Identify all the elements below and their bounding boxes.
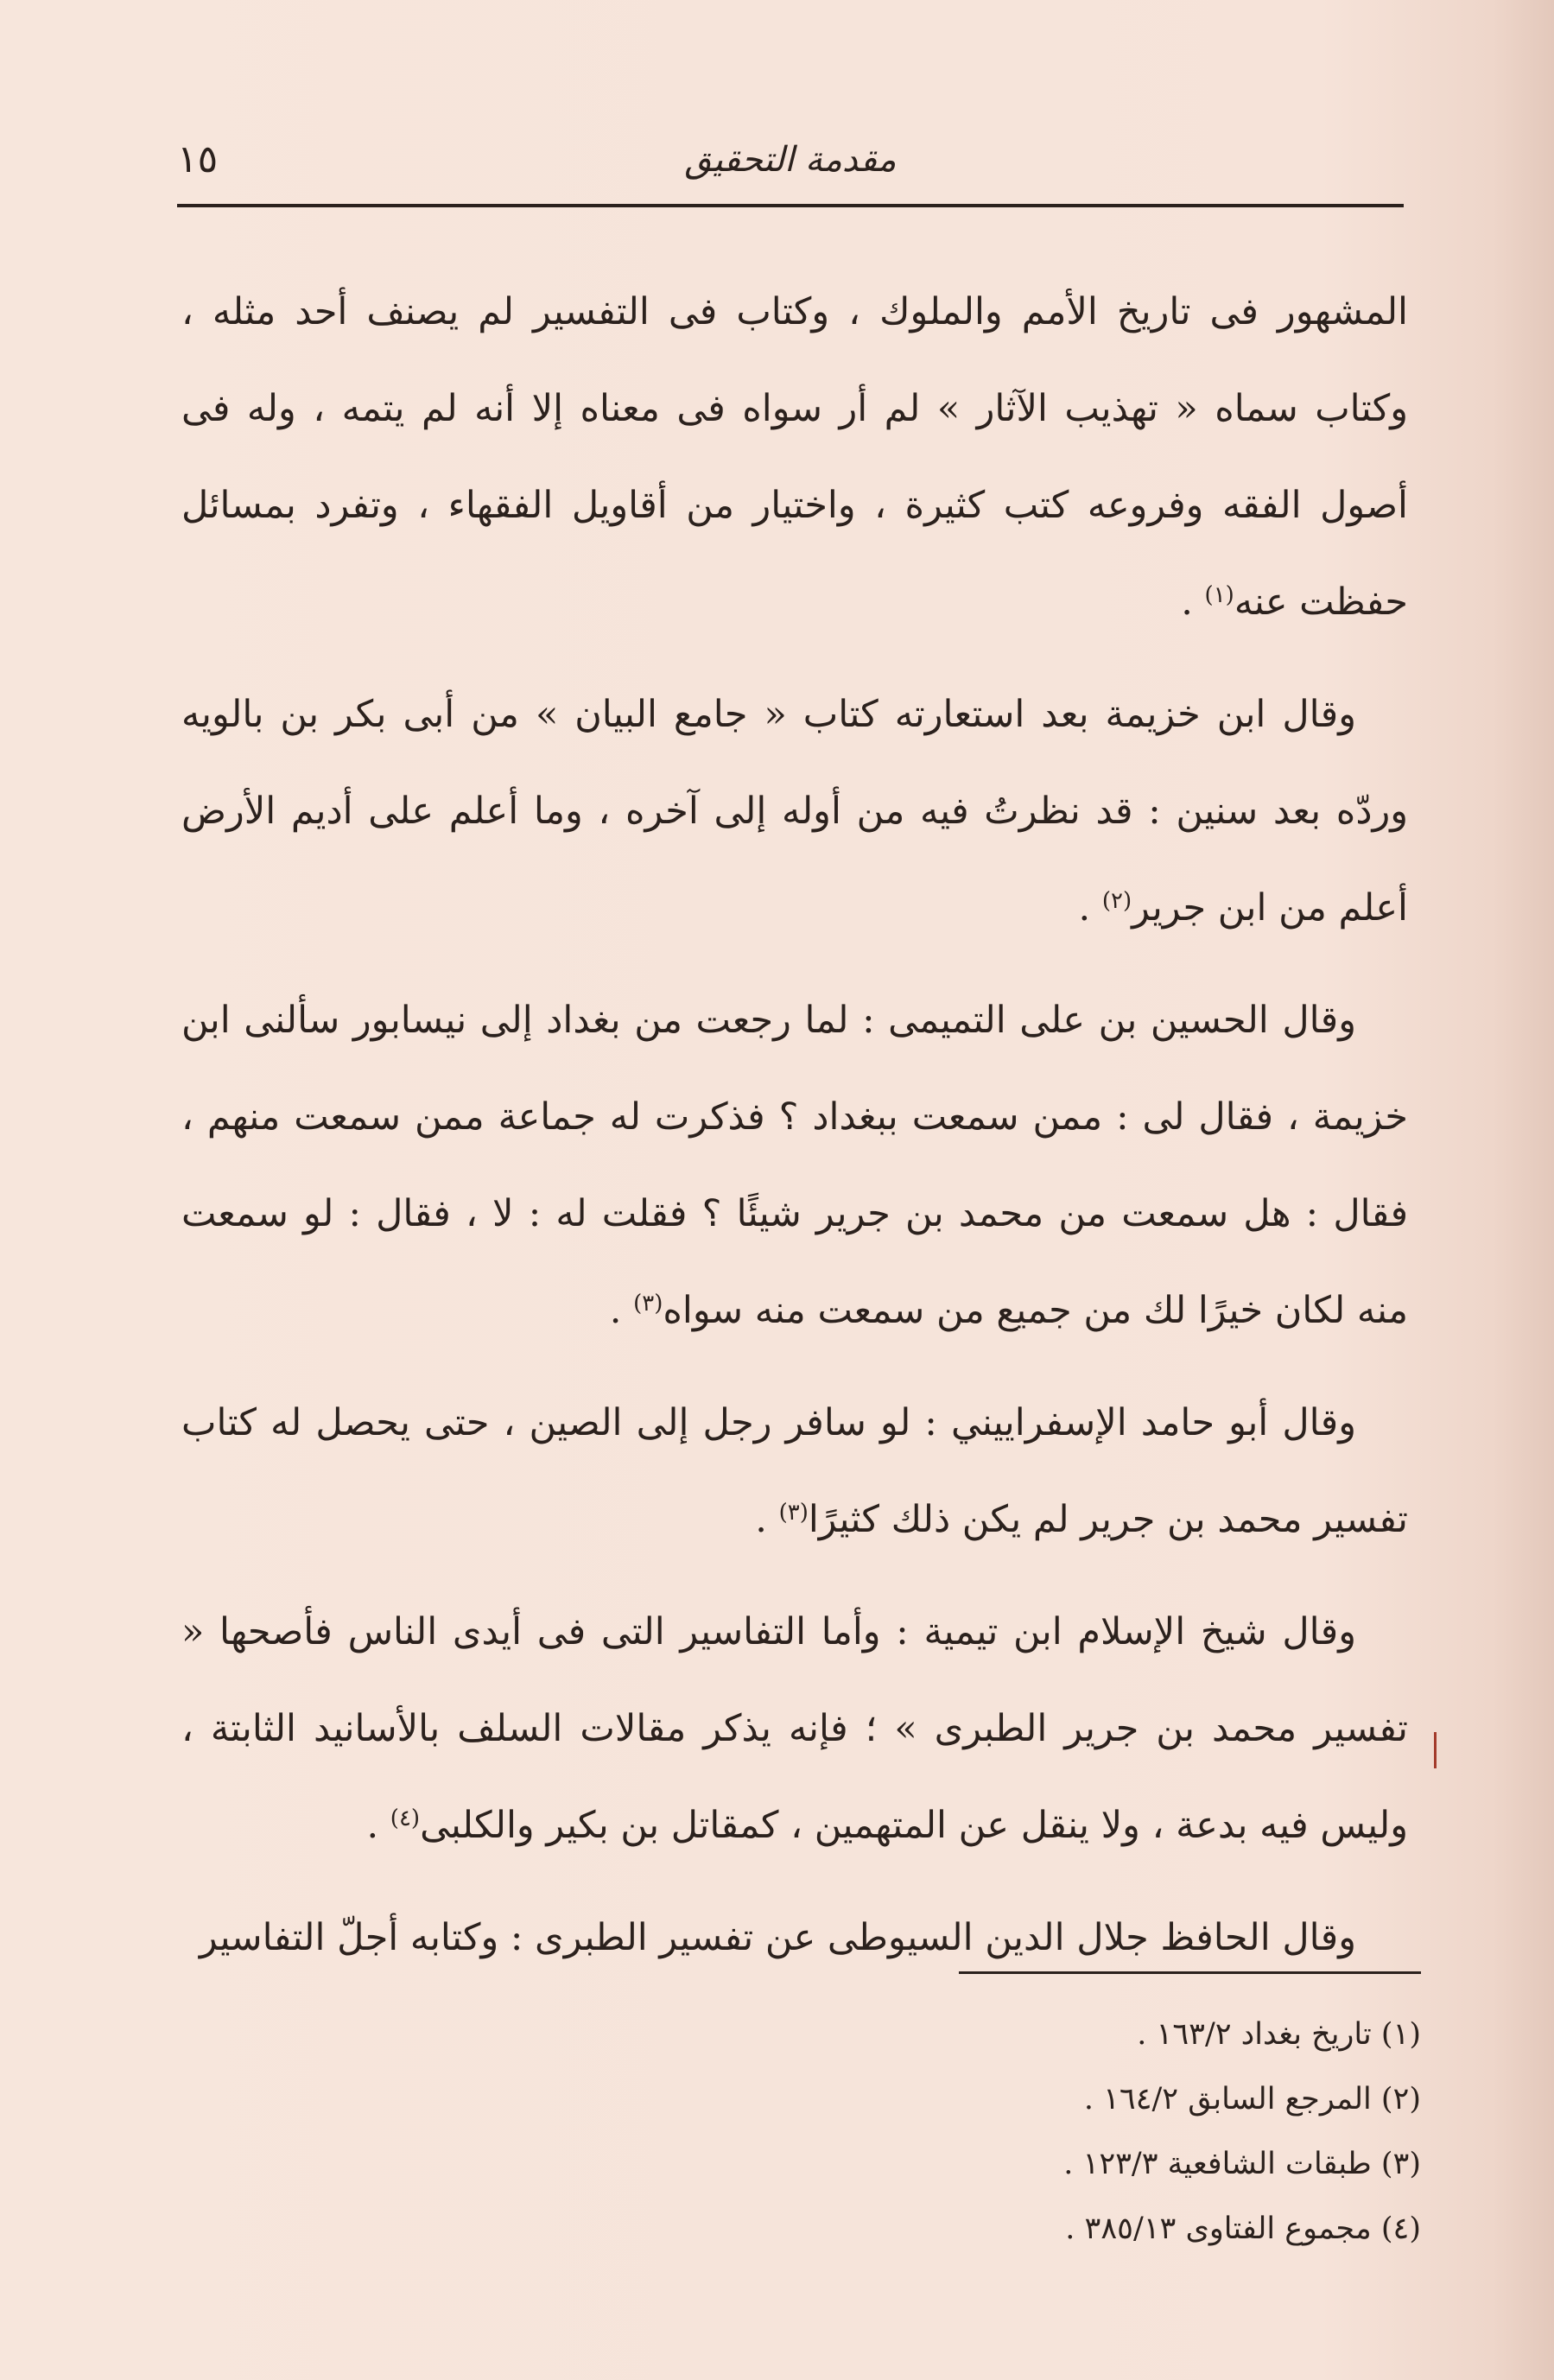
- footnote: (٣) طبقات الشافعية ١٢٣/٣ .: [1063, 2147, 1421, 2181]
- paragraph-end: .: [755, 1498, 779, 1541]
- header-rule: [177, 204, 1404, 207]
- running-title: مقدمة التحقيق: [684, 140, 897, 180]
- footnotes: [605, 2002, 1421, 2262]
- paragraph-text: وقال ابن خزيمة بعد استعارته كتاب « جامع البيان » من أبى بكر بن بالويه وردّه بعد سنين : قد نظرتُ فيه من أوله إلى آخره ، وما أعلم على أديم الأرض أعلم من ابن جرير: [181, 693, 1408, 930]
- footnote: (١) تاريخ بغداد ١٦٣/٢ .: [1137, 2017, 1421, 2052]
- main-text: [181, 263, 1408, 2002]
- footnote-marker: (٢): [1101, 888, 1132, 914]
- paragraph-text: وقال شيخ الإسلام ابن تيمية : وأما التفاسير التى فى أيدى الناس فأصحها « تفسير محمد بن جرير الطبرى » ؛ فإنه يذكر مقالات السلف بالأسانيد الثابتة ، وليس فيه بدعة ، ولا ينقل عن المتهمين ، كمقاتل بن بكير والكلبى: [181, 1610, 1408, 1847]
- page-number: ١٥: [177, 137, 219, 181]
- paragraph: [181, 1583, 1408, 1874]
- footnote: (٤) مجموع الفتاوى ٣٨٥/١٣ .: [1065, 2212, 1421, 2246]
- paragraph-end: .: [1078, 886, 1102, 930]
- footnote-marker: (٤): [390, 1806, 421, 1831]
- paragraph: [181, 666, 1408, 956]
- footnote-rule: [959, 1971, 1421, 1974]
- footnote: (٢) المرجع السابق ١٦٤/٢ .: [1083, 2082, 1421, 2117]
- paragraph: [181, 263, 1408, 651]
- footnote-marker: (١): [1204, 582, 1234, 608]
- paragraph-end: .: [1181, 581, 1205, 624]
- paragraph: [181, 972, 1408, 1359]
- footnote-marker: (٣): [633, 1291, 663, 1317]
- footnote-marker: (٣): [778, 1500, 809, 1526]
- margin-pen-mark: [1434, 1732, 1437, 1768]
- paragraph-text: المشهور فى تاريخ الأمم والملوك ، وكتاب فى التفسير لم يصنف أحد مثله ، وكتاب سماه « تهذيب الآثار » لم أر سواه فى معناه إلا أنه لم يتمه ، وله فى أصول الفقه وفروعه كتب كثيرة ، واختيار من أقاويل الفقهاء ، وتفرد بمسائل حفظت عنه: [181, 290, 1408, 624]
- paragraph-text: وقال الحسين بن على التميمى : لما رجعت من بغداد إلى نيسابور سألنى ابن خزيمة ، فقال لى : ممن سمعت ببغداد ؟ فذكرت له جماعة ممن سمعت منهم ، فقال : هل سمعت من محمد بن جرير شيئًا ؟ فقلت له : لا ، فقال : لو سمعت منه لكان خيرًا لك من جميع من سمعت منه سواه: [181, 999, 1408, 1332]
- paragraph-end: .: [609, 1289, 634, 1332]
- page-header: [177, 130, 1404, 199]
- paragraph-text: وقال أبو حامد الإسفراييني : لو سافر رجل إلى الصين ، حتى يحصل له كتاب تفسير محمد بن جرير لم يكن ذلك كثيرًا: [181, 1401, 1408, 1541]
- paragraph: [181, 1374, 1408, 1568]
- paragraph-text: وقال الحافظ جلال الدين السيوطى عن تفسير الطبرى : وكتابه أجلّ التفاسير: [199, 1916, 1356, 1959]
- paragraph-end: .: [366, 1804, 390, 1847]
